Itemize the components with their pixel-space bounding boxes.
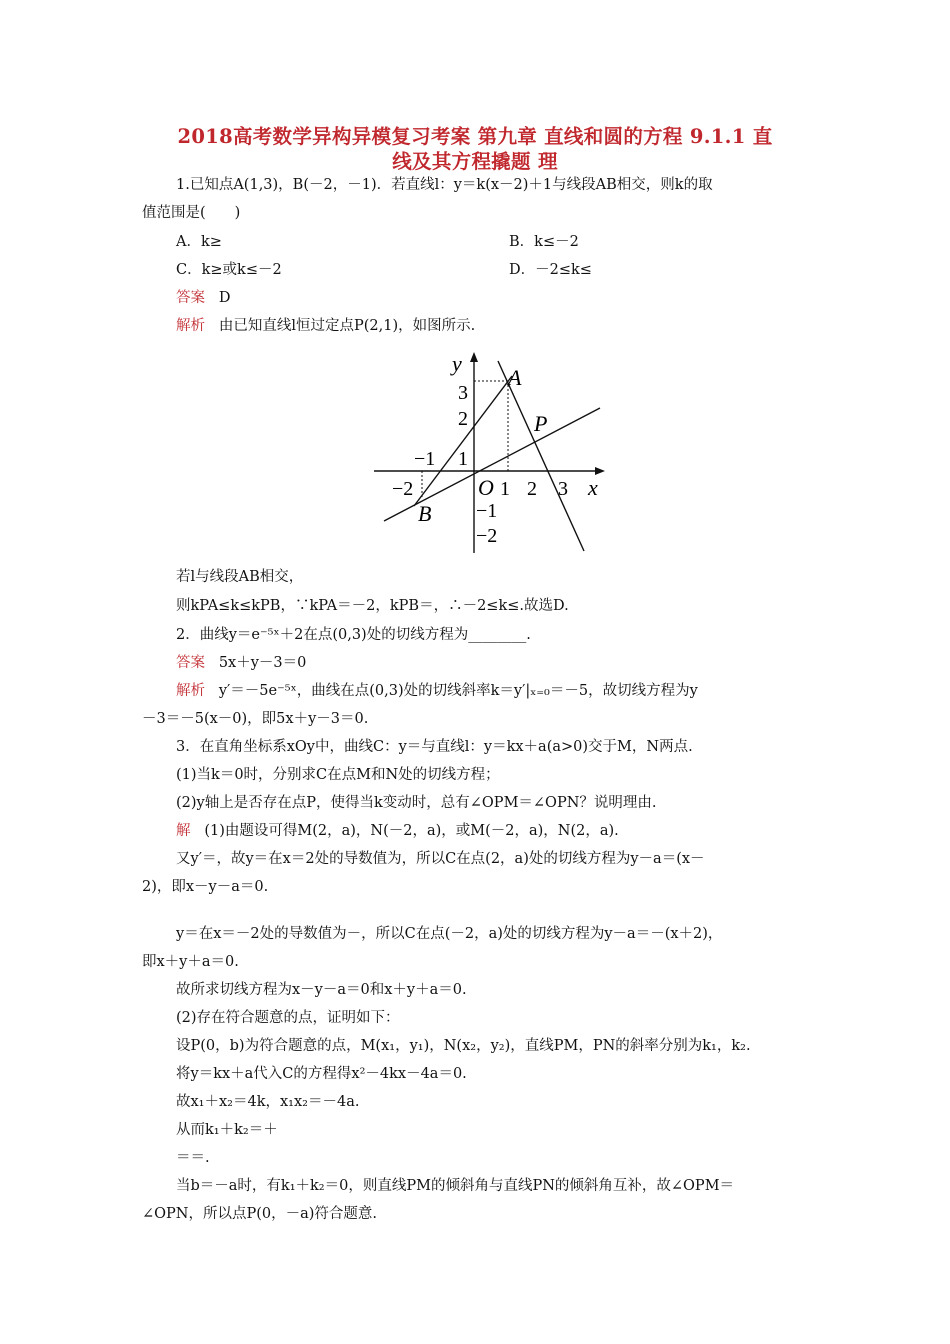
q3-solution-line-12: ＝＝. bbox=[176, 1150, 210, 1166]
q3-stem: 3．在直角坐标系xOy中，曲线C：y＝与直线l：y＝kx＋a(a>0)交于M，N两点. bbox=[176, 739, 693, 755]
title-line-2: 线及其方程撬题 理 bbox=[392, 150, 558, 173]
q2-analysis-line-2: －3＝－5(x－0)，即5x＋y－3＝0. bbox=[142, 711, 369, 727]
q2-analysis-text: y′＝－5e⁻⁵ˣ，曲线在点(0,3)处的切线斜率k＝y′|ₓ₌₀＝－5，故切线方程为y bbox=[218, 683, 698, 699]
answer-label: 答案 bbox=[176, 290, 205, 306]
q3-solution-line-13: 当b＝－a时，有k₁＋k₂＝0，则直线PM的倾斜角与直线PN的倾斜角互补，故∠OPM＝ bbox=[176, 1178, 735, 1194]
q3-solution-line-3: 2)，即x－y－a＝0. bbox=[142, 879, 269, 895]
q3-solution-line-10: 故x₁＋x₂＝4k，x₁x₂＝－4a. bbox=[176, 1094, 360, 1110]
q3-solution-line-8: 设P(0，b)为符合题意的点，M(x₁，y₁)，N(x₂，y₂)，直线PM，PN的斜率分别为k₁，k₂. bbox=[176, 1038, 751, 1054]
q2-answer-row bbox=[176, 653, 306, 673]
q2-analysis-row bbox=[176, 681, 698, 701]
point-p-label: P bbox=[534, 411, 548, 436]
analysis-label: 解析 bbox=[176, 683, 205, 699]
coordinate-figure bbox=[362, 341, 622, 561]
y-neg-tick-label: −1 bbox=[476, 500, 498, 522]
q2-stem: 2．曲线y＝e⁻⁵ˣ＋2在点(0,3)处的切线方程为________. bbox=[176, 627, 531, 643]
solution-label: 解 bbox=[176, 823, 191, 839]
x-tick-label: 1 bbox=[500, 478, 510, 500]
y-neg-tick-label: −2 bbox=[476, 525, 498, 547]
point-b-label: B bbox=[418, 501, 432, 526]
q1-analysis-row bbox=[176, 316, 475, 336]
q1-stem-line-2: 值范围是( ) bbox=[142, 205, 241, 221]
x-tick-label: 2 bbox=[527, 478, 537, 500]
origin-label: O bbox=[478, 475, 494, 500]
y-tick-label: 1 bbox=[458, 448, 468, 470]
q3-solution-line-6: 故所求切线方程为x－y－a＝0和x＋y＋a＝0. bbox=[176, 982, 467, 998]
q3-solution-line-4: y＝在x＝－2处的导数值为－，所以C在点(－2，a)处的切线方程为y－a＝－(x＋2)， bbox=[176, 926, 723, 942]
q3-solution-line-11: 从而k₁＋k₂＝＋ bbox=[176, 1122, 278, 1138]
q3-solution-line-1: (1)由题设可得M(2，a)，N(－2，a)，或M(－2，a)，N(2，a). bbox=[204, 823, 619, 839]
q2-answer-value: 5x＋y－3＝0 bbox=[218, 655, 307, 671]
q1-analysis-text: 由已知直线l恒过定点P(2,1)，如图所示. bbox=[218, 318, 476, 334]
q1-option-b: B．k≤－2 bbox=[509, 234, 579, 250]
x-neg-tick-label: −1 bbox=[414, 448, 436, 470]
x-neg-tick-label: −2 bbox=[392, 478, 414, 500]
y-axis-label: y bbox=[452, 351, 462, 376]
analysis-label: 解析 bbox=[176, 318, 205, 334]
q3-solution-line-2: 又y′＝，故y＝在x＝2处的导数值为，所以C在点(2，a)处的切线方程为y－a＝(x－ bbox=[176, 851, 705, 867]
q1-stem-line-1: 1.已知点A(1,3)，B(－2，－1)．若直线l：y＝k(x－2)＋1与线段AB相交，则k的取 bbox=[176, 177, 713, 193]
q1-answer-value: D bbox=[218, 290, 231, 306]
title-line-1: 2018高考数学异构异模复习考案 第九章 直线和圆的方程 9.1.1 直 bbox=[177, 125, 773, 148]
q3-solution-line-9: 将y＝kx＋a代入C的方程得x²－4kx－4a＝0. bbox=[176, 1066, 467, 1082]
q1-option-a: A．k≥ bbox=[176, 234, 222, 250]
y-tick-label: 2 bbox=[458, 408, 468, 430]
document-title bbox=[120, 124, 830, 174]
q1-after-line-2: 则kPA≤k≤kPB，∵kPA＝－2，kPB＝，∴－2≤k≤.故选D. bbox=[176, 598, 569, 614]
x-tick-label: 3 bbox=[558, 478, 568, 500]
q3-solution-line-7: (2)存在符合题意的点，证明如下： bbox=[176, 1010, 400, 1026]
q1-after-line-1: 若l与线段AB相交， bbox=[176, 569, 304, 585]
q3-part-1: (1)当k＝0时，分别求C在点M和N处的切线方程； bbox=[176, 767, 500, 783]
q3-solution-row bbox=[176, 821, 619, 841]
q1-answer-row bbox=[176, 288, 230, 308]
x-axis-label: x bbox=[588, 475, 598, 500]
point-a-label: A bbox=[508, 365, 522, 390]
y-tick-label: 3 bbox=[458, 382, 468, 404]
q1-option-d: D．－2≤k≤ bbox=[509, 262, 592, 278]
q3-part-2: (2)y轴上是否存在点P，使得当k变动时，总有∠OPM＝∠OPN？说明理由. bbox=[176, 795, 657, 811]
q1-option-c: C．k≥或k≤－2 bbox=[176, 262, 282, 278]
answer-label: 答案 bbox=[176, 655, 205, 671]
q3-solution-line-14: ∠OPN，所以点P(0，－a)符合题意. bbox=[142, 1206, 378, 1222]
q3-solution-line-5: 即x＋y＋a＝0. bbox=[142, 954, 239, 970]
